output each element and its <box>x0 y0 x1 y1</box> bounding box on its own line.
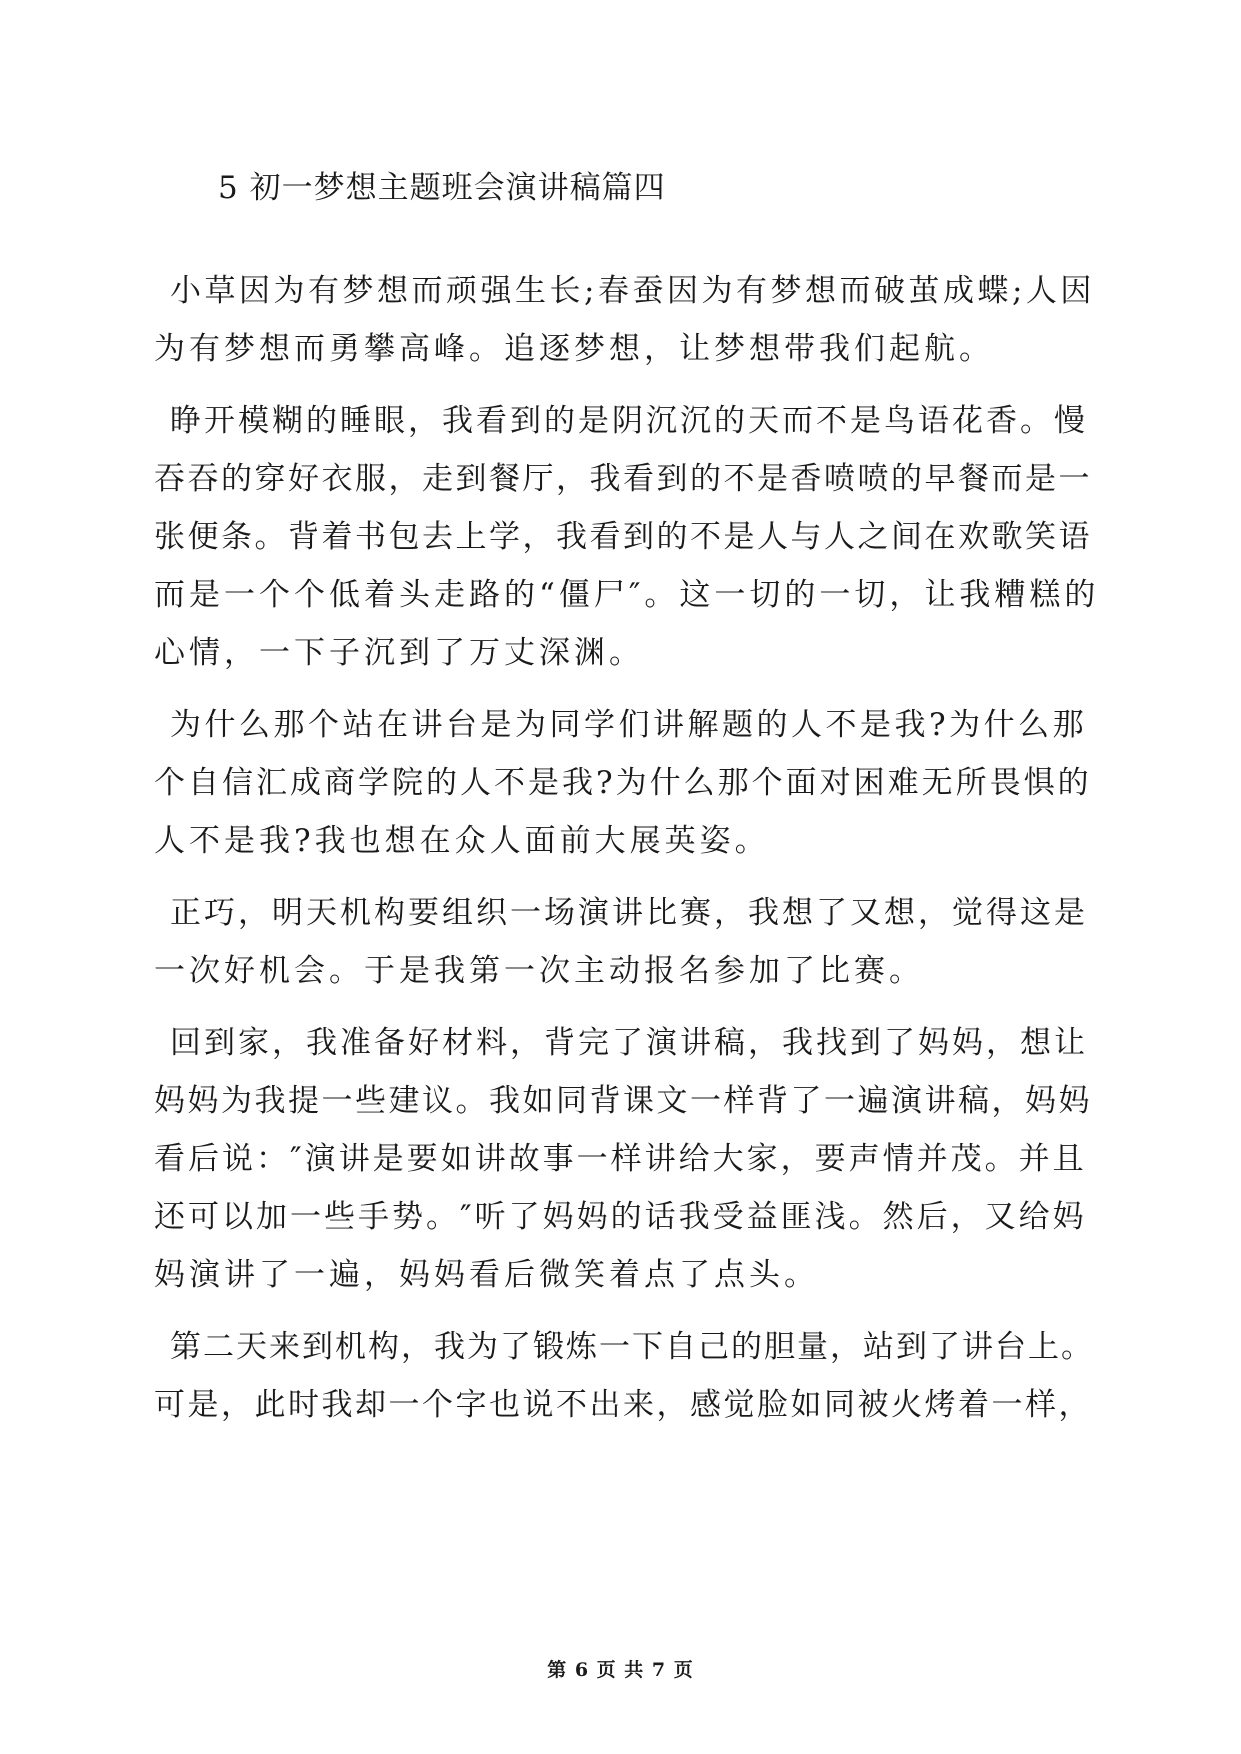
paragraph-line: 可是，此时我却一个字也说不出来，感觉脸如同被火烤着一样， <box>154 1387 1092 1423</box>
paragraph-line: 小草因为有梦想而顽强生长;春蚕因为有梦想而破茧成蝶;人因 <box>170 273 1095 309</box>
paragraph-line: 看后说：″演讲是要如讲故事一样讲给大家，要声情并茂。并且 <box>154 1141 1087 1177</box>
paragraph-line: 妈演讲了一遍，妈妈看后微笑着点了点头。 <box>154 1257 819 1293</box>
paragraph-line: 第二天来到机构，我为了锻炼一下自己的胆量，站到了讲台上。 <box>170 1329 1094 1365</box>
section-heading: 5 初一梦想主题班会演讲稿篇四 <box>218 170 666 206</box>
paragraph-line: 心情，一下子沉到了万丈深渊。 <box>154 635 644 671</box>
paragraph-line: 妈妈为我提一些建议。我如同背课文一样背了一遍演讲稿，妈妈 <box>154 1083 1092 1119</box>
paragraph-line: 正巧，明天机构要组织一场演讲比赛，我想了又想，觉得这是 <box>170 895 1088 931</box>
paragraph-line: 为什么那个站在讲台是为同学们讲解题的人不是我?为什么那 <box>170 707 1088 743</box>
paragraph-line: 个自信汇成商学院的人不是我?为什么那个面对困难无所畏惧的 <box>154 765 1092 801</box>
paragraph-line: 吞吞的穿好衣服，走到餐厅，我看到的不是香喷喷的早餐而是一 <box>154 461 1092 497</box>
paragraph-line: 为有梦想而勇攀高峰。追逐梦想，让梦想带我们起航。 <box>154 331 994 367</box>
paragraph-line: 张便条。背着书包去上学，我看到的不是人与人之间在欢歌笑语 <box>154 519 1092 555</box>
paragraph-line: 回到家，我准备好材料，背完了演讲稿，我找到了妈妈，想让 <box>170 1025 1088 1061</box>
paragraph-line: 还可以加一些手势。″听了妈妈的话我受益匪浅。然后，又给妈 <box>154 1199 1087 1235</box>
page-number-footer: 第 6 页 共 7 页 <box>547 1659 694 1681</box>
paragraph-line: 睁开模糊的睡眼，我看到的是阴沉沉的天而不是鸟语花香。慢 <box>170 403 1088 439</box>
paragraph-line: 一次好机会。于是我第一次主动报名参加了比赛。 <box>154 953 924 989</box>
paragraph-line: 而是一个个低着头走路的“僵尸″。这一切的一切，让我糟糕的 <box>154 577 1100 613</box>
paragraph-line: 人不是我?我也想在众人面前大展英姿。 <box>154 823 770 859</box>
